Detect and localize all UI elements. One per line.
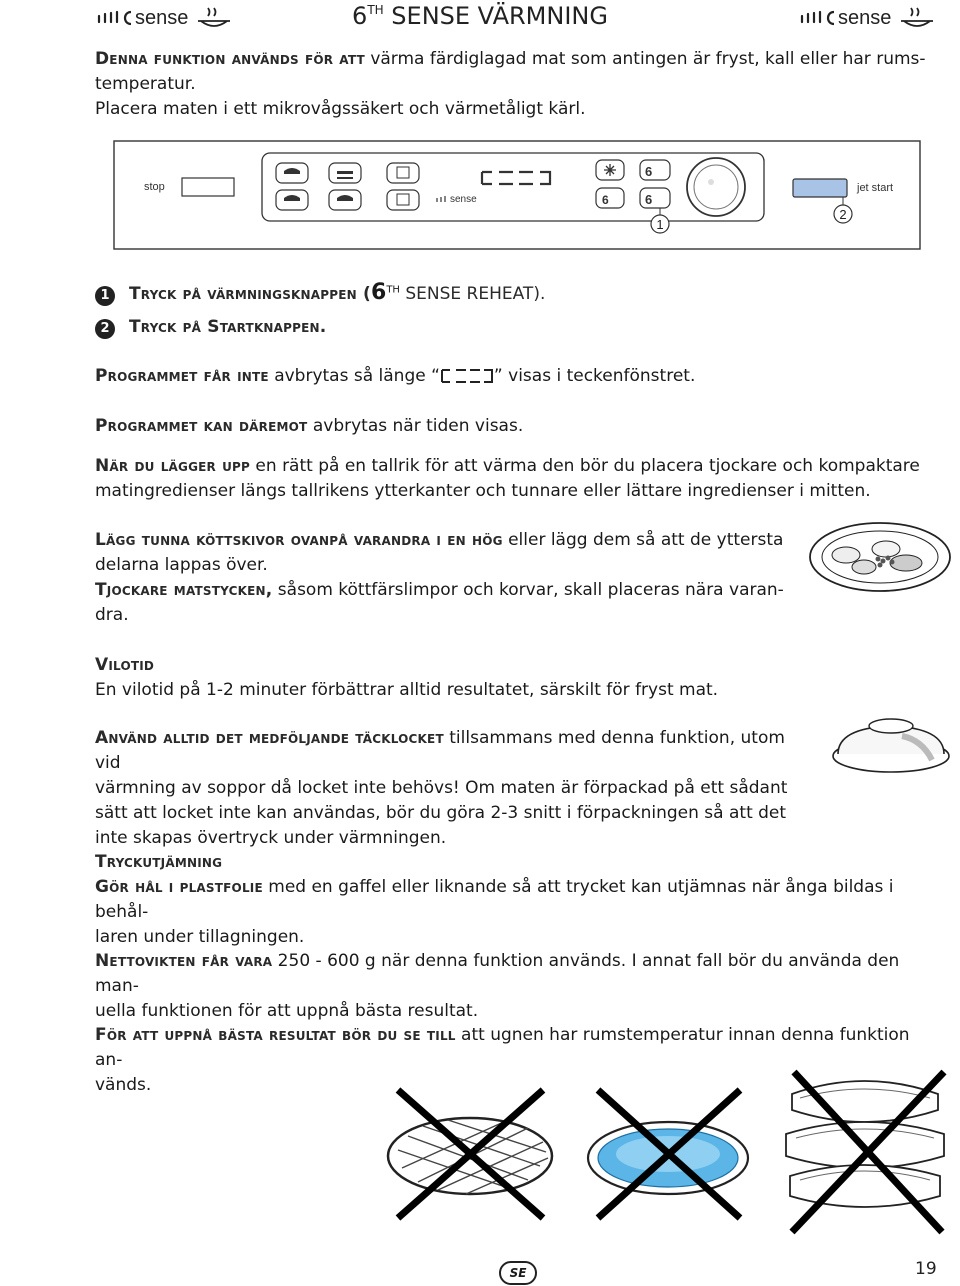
steam-bowl-icon: [897, 5, 937, 31]
function-button[interactable]: [596, 188, 624, 208]
plate-paragraph: När du lägger upp en rätt på en tallrik för att värma den bör du placera tjockare och kompaktare matingredienser längs tallrikens ytterkanter och tunnare eller lättare ingredienser i mitten.: [95, 456, 920, 501]
sense-logo-right: [798, 4, 937, 32]
crossed-rack-illustration: [378, 1078, 562, 1228]
oven-control-panel: [112, 138, 924, 253]
jet-start-button[interactable]: [793, 179, 847, 197]
step-2: 2 Tryck på Startknappen.: [95, 317, 326, 339]
svg-text:sense: sense: [450, 194, 477, 205]
meat-paragraph: Lägg tunna köttskivor ovanpå varandra i en hög eller lägg dem så att de yttersta delarna lappas över. Tjockare matstycken, såsom köttfärslimpor och korvar, skall placeras nära varan- dra.: [95, 530, 784, 625]
rule-no-interrupt: Programmet får inte avbrytas så länge “ ” visas i teckenfönstret.: [95, 366, 696, 386]
function-button[interactable]: [387, 163, 419, 183]
logo-word: sense: [135, 6, 189, 29]
svg-text:6: 6: [602, 193, 609, 207]
stop-button[interactable]: [182, 178, 234, 196]
step-1: 1 Tryck på värmningsknappen (6TH SENSE REHEAT).: [95, 280, 545, 306]
cover-paragraph: Använd alltid det medföljande täcklocket tillsammans med denna funktion, utom vid värmning av soppor då locket inte behövs! Om maten är förpackad på ett sådant sätt att locket inte kan användas, bör du göra 2-3 snitt i förpackningen så att det inte skapas övertryck under värmningen.: [95, 728, 788, 848]
svg-text:6: 6: [645, 192, 653, 207]
page-number: 19: [915, 1259, 937, 1279]
callout-2: 2: [839, 207, 847, 222]
page-title: 6TH SENSE VÄRMNING: [352, 2, 608, 30]
function-button[interactable]: [387, 190, 419, 210]
waves-icon: [798, 8, 838, 28]
crossed-crisp-plate-illustration: [580, 1078, 758, 1228]
plate-with-food-illustration: [806, 517, 956, 597]
pressure-section: Tryckutjämning Gör hål i plastfolie med en gaffel eller liknande så att trycket kan utjämnas när ånga bildas i behål- laren under tillagningen.: [95, 852, 894, 947]
rest-time-section: Vilotid En vilotid på 1-2 minuter förbättrar alltid resultatet, särskilt för fryst mat.: [95, 655, 719, 700]
best-results-paragraph: För att uppnå bästa resultat bör du se till att ugnen har rumstemperatur innan denna funktion an- vänds.: [95, 1025, 910, 1095]
multifunction-dial[interactable]: [687, 158, 745, 216]
callout-1: 1: [656, 217, 664, 232]
rule-interrupt-allowed: Programmet kan däremot avbrytas när tiden visas.: [95, 416, 524, 436]
stop-label: stop: [144, 181, 165, 193]
svg-text:6: 6: [645, 164, 653, 179]
display-dashes-icon: [440, 368, 494, 384]
jet-start-label: jet start: [857, 182, 894, 194]
intro-paragraph: Denna funktion används för att värma färdiglagad mat som antingen är fryst, kall eller har rums- temperatur. Placera maten i ett mikrovågssäkert och värmetåligt kärl.: [95, 49, 926, 119]
weight-paragraph: Nettovikten får vara 250 - 600 g när denna funktion används. I annat fall bör du använda den man- uella funktionen för att uppnå bästa resultat.: [95, 951, 900, 1021]
language-badge: SE: [499, 1261, 537, 1285]
logo-word: sense: [838, 6, 892, 29]
cover-lid-illustration: [828, 712, 954, 778]
crossed-steamer-illustration: [772, 1064, 958, 1240]
